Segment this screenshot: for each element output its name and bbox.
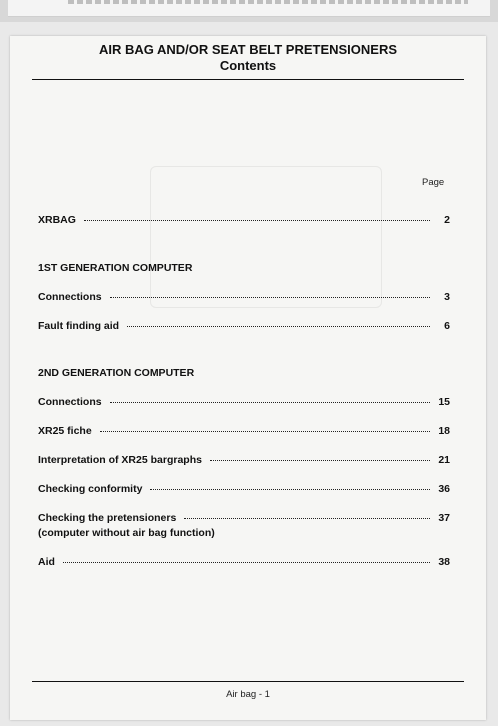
toc-entry-subtitle: (computer without air bag function) [38, 527, 215, 539]
dot-leader [184, 518, 430, 519]
header-rule [32, 79, 464, 80]
dot-leader [110, 402, 430, 403]
toc-entry-label: XRBAG [38, 214, 76, 226]
toc-entry-xrbag[interactable] [38, 214, 450, 228]
toc-entry-page: 18 [438, 425, 450, 437]
toc-entry-aid[interactable] [38, 556, 450, 570]
toc-entry-page: 37 [438, 512, 450, 524]
previous-page-text-fragment [68, 0, 468, 4]
page-subtitle: Contents [219, 58, 277, 73]
toc-entry-page: 21 [438, 454, 450, 466]
section-heading-2nd-generation: 2ND GENERATION COMPUTER [38, 367, 195, 379]
toc-entry-label: Fault finding aid [38, 320, 120, 332]
toc-entry-label: Connections [38, 291, 102, 303]
page-column-label: Page [422, 177, 445, 188]
toc-entry-connections-2[interactable] [38, 396, 450, 410]
footer-rule [32, 681, 464, 682]
toc-entry-interpretation-bargraphs[interactable] [38, 454, 450, 468]
page-footer: Air bag - 1 [226, 689, 270, 700]
page-title: AIR BAG AND/OR SEAT BELT PRETENSIONERS [98, 42, 398, 57]
toc-entry-page: 6 [444, 320, 450, 332]
toc-entry-checking-conformity[interactable] [38, 483, 450, 497]
previous-page-edge [8, 0, 490, 17]
toc-entry-page: 2 [444, 214, 450, 226]
dot-leader [127, 326, 430, 327]
toc-entry-label: Checking conformity [38, 483, 143, 495]
toc-entry-label: Checking the pretensioners [38, 512, 177, 524]
dot-leader [150, 489, 430, 490]
toc-entry-page: 38 [438, 556, 450, 568]
toc-entry-page: 3 [444, 291, 450, 303]
toc-entry-label: Interpretation of XR25 bargraphs [38, 454, 202, 466]
dot-leader [63, 562, 430, 563]
toc-entry-page: 15 [438, 396, 450, 408]
toc-entry-fault-finding-aid[interactable] [38, 320, 450, 334]
toc-entry-xr25-fiche[interactable] [38, 425, 450, 439]
section-heading-1st-generation: 1ST GENERATION COMPUTER [38, 262, 193, 274]
dot-leader [100, 431, 430, 432]
toc-entry-label: XR25 fiche [38, 425, 92, 437]
toc-entry-label: Connections [38, 396, 102, 408]
toc-entry-page: 36 [438, 483, 450, 495]
toc-entry-checking-pretensioners[interactable] [38, 512, 450, 526]
dot-leader [210, 460, 430, 461]
bleed-through-shadow [150, 166, 382, 308]
toc-entry-label: Aid [38, 556, 55, 568]
document-page [10, 36, 486, 720]
toc-entry-connections-1[interactable] [38, 291, 450, 305]
dot-leader [110, 297, 430, 298]
dot-leader [84, 220, 430, 221]
previous-page-strip [0, 0, 498, 22]
